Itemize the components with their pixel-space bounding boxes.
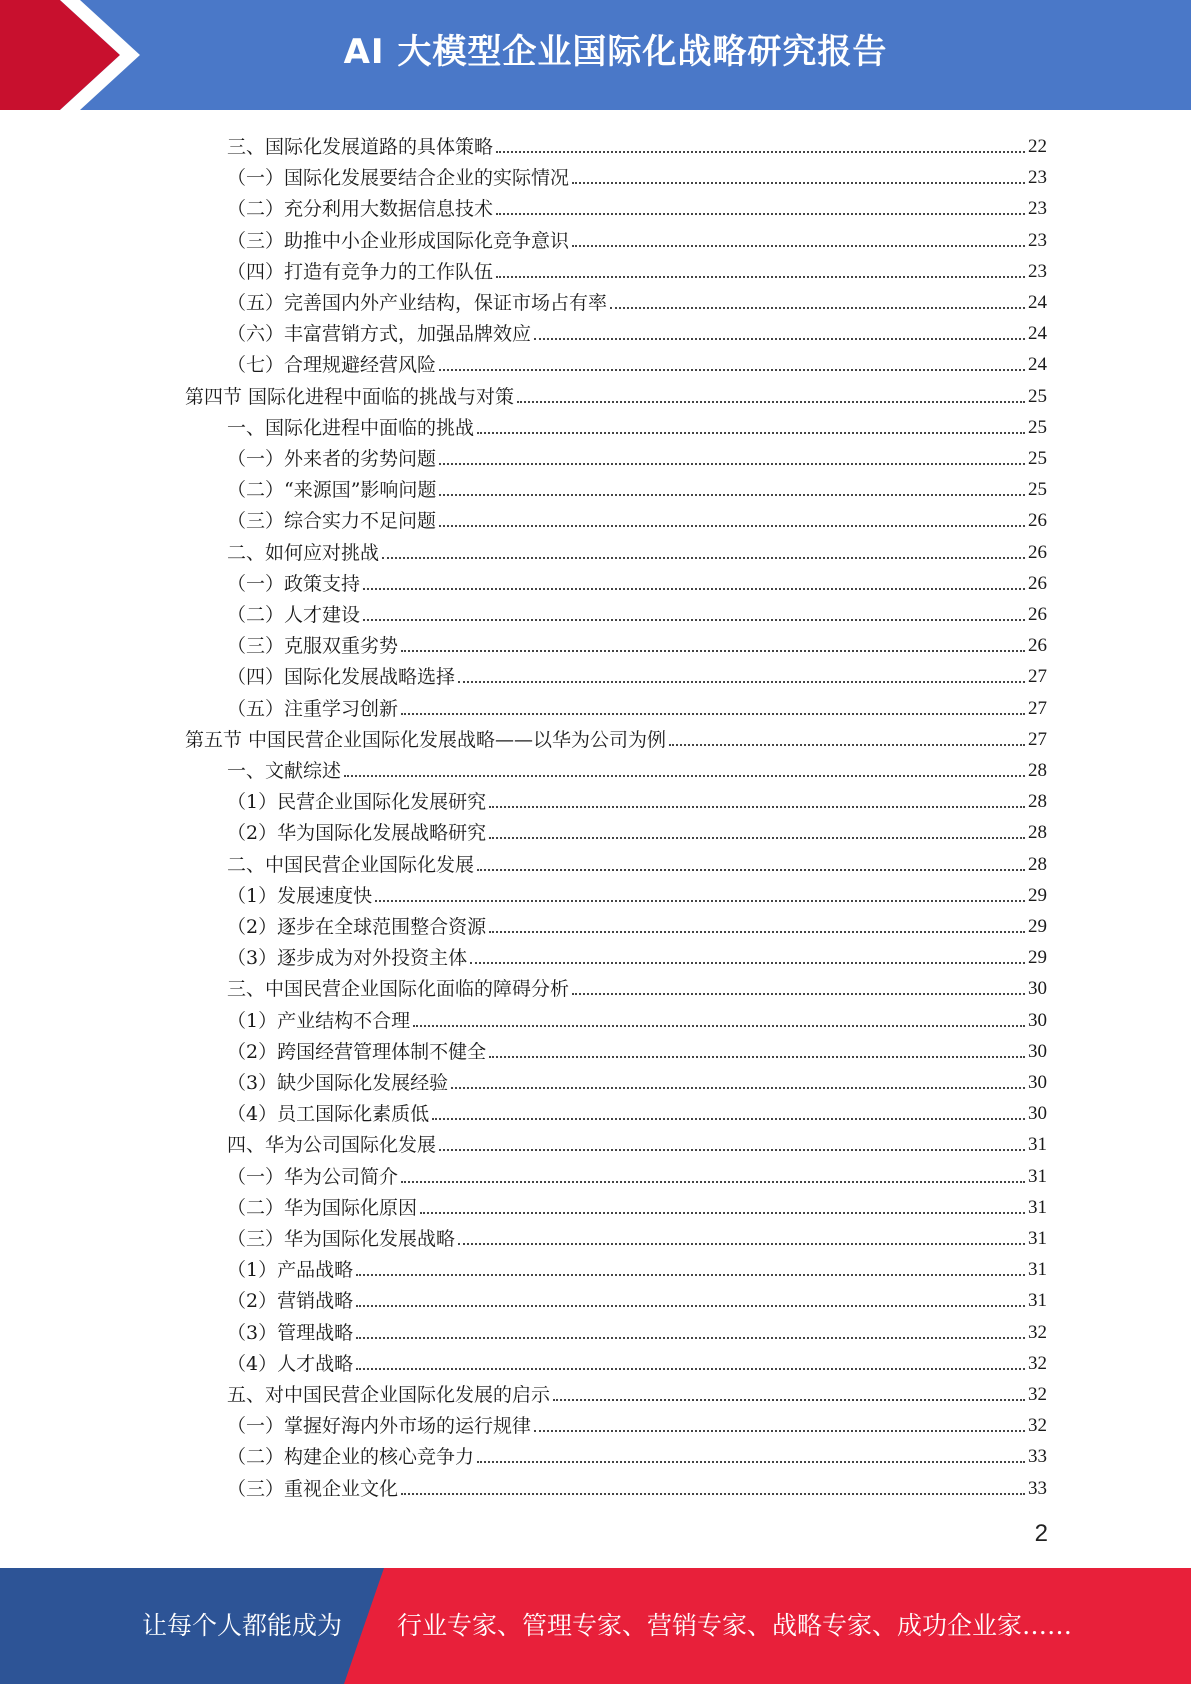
toc-entry-title: （3）管理战略 bbox=[227, 1321, 354, 1344]
toc-entry[interactable] bbox=[227, 1064, 1047, 1095]
toc-entry-page: 24 bbox=[1028, 292, 1047, 313]
toc-entry-page: 31 bbox=[1028, 1228, 1047, 1249]
toc-entry-title: 五、对中国民营企业国际化发展的启示 bbox=[227, 1384, 551, 1406]
toc-dot-leader bbox=[356, 1305, 1025, 1307]
toc-entry[interactable] bbox=[227, 440, 1047, 471]
toc-entry[interactable] bbox=[227, 502, 1047, 533]
toc-dot-leader bbox=[669, 744, 1025, 746]
toc-entry-title: （2）逐步在全球范围整合资源 bbox=[227, 916, 487, 938]
toc-entry[interactable] bbox=[227, 284, 1047, 315]
toc-entry-page: 26 bbox=[1028, 541, 1047, 563]
toc-entry-page: 22 bbox=[1028, 136, 1047, 157]
toc-dot-leader bbox=[356, 1368, 1025, 1370]
toc-entry-page: 25 bbox=[1028, 385, 1047, 407]
toc-entry-title: （二）充分利用大数据信息技术 bbox=[227, 198, 494, 221]
toc-entry-page: 30 bbox=[1028, 1040, 1047, 1062]
toc-dot-leader bbox=[420, 1212, 1025, 1214]
toc-entry-title: （2）华为国际化发展战略研究 bbox=[227, 822, 487, 845]
toc-dot-leader bbox=[363, 619, 1025, 621]
toc-dot-leader bbox=[496, 213, 1025, 215]
toc-entry-title: （2）跨国经营管理体制不健全 bbox=[227, 1040, 487, 1063]
toc-entry[interactable] bbox=[185, 378, 1047, 409]
toc-entry-title: （3）缺少国际化发展经验 bbox=[227, 1072, 449, 1094]
toc-entry-page: 26 bbox=[1028, 604, 1047, 625]
toc-entry-title: （1）产品战略 bbox=[227, 1259, 354, 1282]
toc-entry[interactable] bbox=[227, 1126, 1047, 1157]
toc-entry-title: （七）合理规避经营风险 bbox=[227, 354, 437, 377]
toc-entry-page: 25 bbox=[1028, 479, 1047, 501]
toc-dot-leader bbox=[432, 1118, 1025, 1120]
toc-dot-leader bbox=[451, 1087, 1025, 1089]
toc-entry-title: （四）国际化发展战略选择 bbox=[227, 666, 456, 689]
toc-entry-title: （五）完善国内外产业结构，保证市场占有率 bbox=[227, 292, 608, 314]
toc-entry[interactable] bbox=[227, 627, 1047, 658]
toc-entry-page: 27 bbox=[1028, 728, 1047, 750]
toc-entry[interactable] bbox=[227, 690, 1047, 721]
toc-entry-page: 23 bbox=[1028, 260, 1047, 282]
toc-entry[interactable] bbox=[227, 315, 1047, 346]
toc-entry[interactable] bbox=[227, 1376, 1047, 1407]
toc-entry-title: （3）逐步成为对外投资主体 bbox=[227, 947, 468, 970]
toc-entry-title: （五）注重学习创新 bbox=[227, 697, 399, 720]
toc-entry[interactable] bbox=[227, 1314, 1047, 1345]
toc-entry[interactable] bbox=[227, 596, 1047, 627]
footer-slogan-right: 行业专家、管理专家、营销专家、战略专家、成功企业家…… bbox=[397, 1611, 1073, 1640]
toc-entry[interactable] bbox=[227, 658, 1047, 689]
toc-dot-leader bbox=[477, 432, 1025, 434]
toc-dot-leader bbox=[413, 1025, 1025, 1027]
toc-entry-title: （二）“来源国”影响问题 bbox=[227, 479, 437, 502]
toc-entry-page: 32 bbox=[1028, 1384, 1047, 1405]
toc-dot-leader bbox=[470, 962, 1025, 964]
toc-dot-leader bbox=[401, 1181, 1025, 1183]
toc-entry-page: 33 bbox=[1028, 1477, 1047, 1499]
toc-entry[interactable] bbox=[227, 1345, 1047, 1376]
toc-entry-title: （三）助推中小企业形成国际化竞争意识 bbox=[227, 229, 570, 252]
toc-dot-leader bbox=[458, 1243, 1025, 1245]
toc-dot-leader bbox=[344, 775, 1025, 777]
toc-entry-title: （二）构建企业的核心竞争力 bbox=[227, 1446, 475, 1469]
toc-entry-page: 32 bbox=[1028, 1321, 1047, 1343]
toc-dot-leader bbox=[489, 931, 1025, 933]
toc-entry[interactable] bbox=[227, 1095, 1047, 1126]
toc-dot-leader bbox=[439, 494, 1025, 496]
toc-entry-page: 23 bbox=[1028, 198, 1047, 220]
toc-entry-page: 28 bbox=[1028, 760, 1047, 781]
toc-entry[interactable] bbox=[227, 253, 1047, 284]
toc-dot-leader bbox=[401, 650, 1025, 652]
toc-dot-leader bbox=[356, 1337, 1025, 1339]
toc-entry-title: 四、华为公司国际化发展 bbox=[227, 1134, 437, 1157]
toc-dot-leader bbox=[489, 1056, 1025, 1058]
toc-entry[interactable] bbox=[227, 159, 1047, 190]
toc-dot-leader bbox=[496, 276, 1025, 278]
toc-entry-page: 27 bbox=[1028, 666, 1047, 688]
toc-entry-title: （一）国际化发展要结合企业的实际情况 bbox=[227, 167, 570, 190]
toc-entry-page: 28 bbox=[1028, 791, 1047, 813]
toc-entry-page: 32 bbox=[1028, 1352, 1047, 1374]
toc-dot-leader bbox=[489, 837, 1025, 839]
toc-entry-title: （4）员工国际化素质低 bbox=[227, 1103, 430, 1126]
toc-entry-title: （三）综合实力不足问题 bbox=[227, 510, 437, 533]
toc-entry-page: 32 bbox=[1028, 1415, 1047, 1437]
toc-entry-page: 23 bbox=[1028, 167, 1047, 189]
toc-entry-page: 25 bbox=[1028, 448, 1047, 469]
toc-entry-title: 第五节 中国民营企业国际化发展战略——以华为公司为例 bbox=[185, 728, 667, 751]
toc-dot-leader bbox=[534, 338, 1025, 340]
toc-dot-leader bbox=[534, 1430, 1025, 1432]
toc-dot-leader bbox=[401, 1493, 1025, 1495]
toc-entry[interactable] bbox=[227, 1220, 1047, 1251]
header-banner bbox=[0, 0, 1191, 110]
toc-dot-leader bbox=[356, 1274, 1025, 1276]
toc-entry[interactable] bbox=[227, 814, 1047, 845]
report-title: AI 大模型企业国际化战略研究报告 bbox=[343, 32, 888, 72]
toc-dot-leader bbox=[439, 525, 1025, 527]
toc-entry[interactable] bbox=[227, 877, 1047, 908]
toc-entry[interactable] bbox=[227, 346, 1047, 377]
toc-entry-page: 29 bbox=[1028, 947, 1047, 969]
toc-entry[interactable] bbox=[227, 534, 1047, 565]
toc-entry-page: 31 bbox=[1028, 1165, 1047, 1187]
toc-entry[interactable] bbox=[227, 1407, 1047, 1438]
toc-entry[interactable] bbox=[227, 565, 1047, 596]
toc-entry[interactable] bbox=[227, 409, 1047, 440]
toc-dot-leader bbox=[477, 1461, 1025, 1463]
toc-dot-leader bbox=[553, 1399, 1025, 1401]
toc-entry[interactable] bbox=[227, 1033, 1047, 1064]
toc-entry-page: 30 bbox=[1028, 978, 1047, 1000]
toc-entry-title: （二）华为国际化原因 bbox=[227, 1196, 418, 1219]
toc-entry[interactable] bbox=[227, 1251, 1047, 1282]
toc-dot-leader bbox=[382, 557, 1025, 559]
toc-entry[interactable] bbox=[227, 1282, 1047, 1313]
footer-slogan-left: 让每个人都能成为 bbox=[142, 1611, 343, 1640]
toc-entry-title: （一）外来者的劣势问题 bbox=[227, 448, 437, 470]
toc-entry-page: 27 bbox=[1028, 697, 1047, 719]
toc-dot-leader bbox=[517, 401, 1025, 403]
toc-dot-leader bbox=[610, 307, 1025, 309]
toc-entry[interactable] bbox=[227, 190, 1047, 221]
toc-dot-leader bbox=[375, 900, 1025, 902]
toc-entry-page: 26 bbox=[1028, 572, 1047, 594]
toc-entry-page: 30 bbox=[1028, 1009, 1047, 1031]
toc-entry[interactable] bbox=[227, 783, 1047, 814]
toc-entry-title: 二、如何应对挑战 bbox=[227, 541, 380, 564]
toc-entry[interactable] bbox=[227, 1002, 1047, 1033]
toc-entry-page: 26 bbox=[1028, 510, 1047, 532]
toc-entry-title: （二）人才建设 bbox=[227, 604, 361, 626]
toc-dot-leader bbox=[363, 588, 1025, 590]
toc-entry-title: （1）产业结构不合理 bbox=[227, 1009, 411, 1032]
toc-entry-title: （一）政策支持 bbox=[227, 572, 361, 595]
toc-entry[interactable] bbox=[227, 222, 1047, 253]
toc-entry-title: （1）民营企业国际化发展研究 bbox=[227, 791, 487, 814]
toc-entry-page: 24 bbox=[1028, 323, 1047, 345]
toc-entry-title: 二、中国民营企业国际化发展 bbox=[227, 853, 475, 876]
toc-dot-leader bbox=[572, 182, 1025, 184]
toc-entry-title: （三）克服双重劣势 bbox=[227, 635, 399, 658]
toc-entry-title: （一）掌握好海内外市场的运行规律 bbox=[227, 1415, 532, 1438]
toc-entry[interactable] bbox=[227, 939, 1047, 970]
toc-entry-page: 30 bbox=[1028, 1103, 1047, 1125]
toc-entry-page: 31 bbox=[1028, 1259, 1047, 1281]
toc-dot-leader bbox=[401, 713, 1025, 715]
toc-entry-title: （2）营销战略 bbox=[227, 1290, 354, 1313]
toc-entry[interactable] bbox=[227, 970, 1047, 1001]
toc-entry-title: 三、国际化发展道路的具体策略 bbox=[227, 136, 494, 158]
toc-entry[interactable] bbox=[227, 752, 1047, 783]
toc-dot-leader bbox=[572, 993, 1025, 995]
toc-entry-title: 一、国际化进程中面临的挑战 bbox=[227, 416, 475, 439]
toc-entry-title: （4）人才战略 bbox=[227, 1352, 354, 1375]
toc-entry-title: 第四节 国际化进程中面临的挑战与对策 bbox=[185, 385, 515, 408]
toc-entry-page: 24 bbox=[1028, 354, 1047, 376]
toc-dot-leader bbox=[439, 1149, 1025, 1151]
toc-entry-title: （三）华为国际化发展战略 bbox=[227, 1228, 456, 1250]
toc-entry-page: 26 bbox=[1028, 635, 1047, 657]
toc-entry-page: 29 bbox=[1028, 916, 1047, 937]
toc-dot-leader bbox=[572, 245, 1025, 247]
toc-entry[interactable] bbox=[227, 471, 1047, 502]
toc-dot-leader bbox=[496, 151, 1025, 153]
toc-entry-page: 30 bbox=[1028, 1072, 1047, 1093]
toc-entry[interactable] bbox=[227, 1189, 1047, 1220]
toc-entry-page: 33 bbox=[1028, 1446, 1047, 1468]
toc-dot-leader bbox=[489, 806, 1025, 808]
footer-banner bbox=[0, 1568, 1191, 1684]
toc-dot-leader bbox=[439, 463, 1025, 465]
toc-entry-page: 31 bbox=[1028, 1290, 1047, 1312]
toc-entry[interactable] bbox=[227, 1158, 1047, 1189]
toc-entry-title: 一、文献综述 bbox=[227, 760, 342, 782]
toc-entry-title: （三）重视企业文化 bbox=[227, 1477, 399, 1500]
toc-entry[interactable] bbox=[227, 128, 1047, 159]
toc-entry-page: 28 bbox=[1028, 822, 1047, 844]
toc-dot-leader bbox=[458, 681, 1025, 683]
toc-entry[interactable] bbox=[227, 908, 1047, 939]
toc-entry-title: （六）丰富营销方式，加强品牌效应 bbox=[227, 323, 532, 346]
toc-entry-title: （1）发展速度快 bbox=[227, 884, 373, 907]
toc-entry[interactable] bbox=[227, 1438, 1047, 1469]
toc-dot-leader bbox=[477, 869, 1025, 871]
toc-entry-page: 31 bbox=[1028, 1134, 1047, 1156]
toc-entry-page: 29 bbox=[1028, 884, 1047, 906]
toc-entry[interactable] bbox=[227, 1470, 1047, 1501]
toc-entry-title: （四）打造有竞争力的工作队伍 bbox=[227, 260, 494, 283]
toc-entry-page: 31 bbox=[1028, 1196, 1047, 1218]
toc-entry[interactable] bbox=[227, 846, 1047, 877]
toc-entry-title: 三、中国民营企业国际化面临的障碍分析 bbox=[227, 978, 570, 1001]
toc-entry-page: 23 bbox=[1028, 229, 1047, 251]
toc-entry[interactable] bbox=[185, 721, 1047, 752]
page-number: 2 bbox=[1034, 1520, 1048, 1547]
toc-dot-leader bbox=[439, 369, 1025, 371]
toc-entry-page: 25 bbox=[1028, 416, 1047, 438]
toc-entry-title: （一）华为公司简介 bbox=[227, 1165, 399, 1188]
toc-entry-page: 28 bbox=[1028, 853, 1047, 875]
